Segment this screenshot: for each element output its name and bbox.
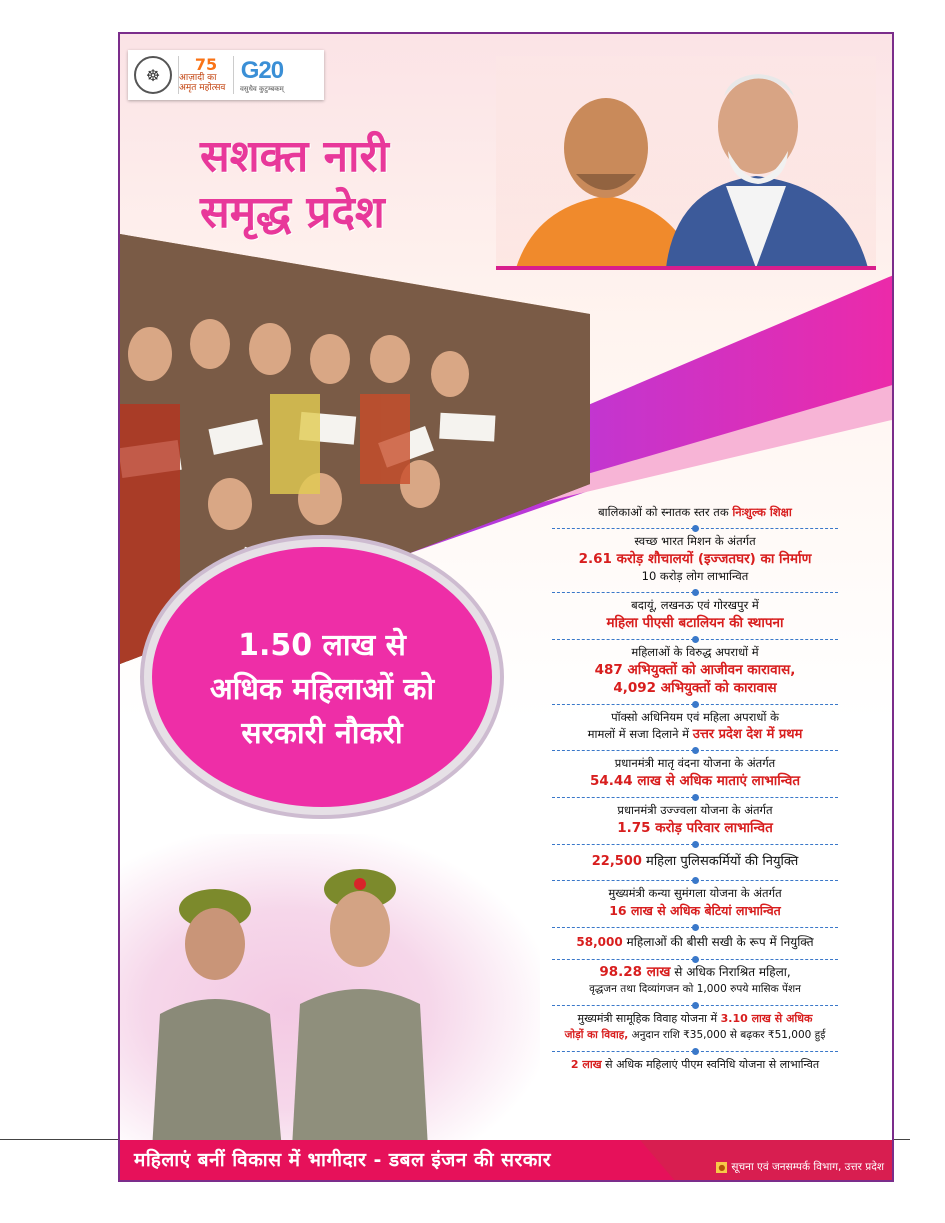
list-item — [552, 500, 838, 529]
item-text: मुख्यमंत्री सामूहिक विवाह योजना में — [577, 1012, 721, 1025]
policewomen-photo — [120, 834, 540, 1182]
item-text: से अधिक महिलाएं पीएम स्वनिधि योजना से लाभान्वित — [601, 1058, 820, 1071]
item-highlight: 54.44 लाख से अधिक माताएं लाभान्वित — [589, 773, 801, 789]
item-text: वृद्धजन तथा दिव्यांगजन को 1,000 रुपये मासिक पेंशन — [589, 983, 801, 995]
headline-line2: समृद्ध प्रदेश — [200, 187, 385, 238]
item-highlight: महिला पीएसी बटालियन की स्थापना — [606, 615, 784, 631]
azadi-logo — [178, 56, 234, 94]
item-highlight: 98.28 लाख — [599, 964, 671, 980]
item-highlight: 58,000 — [576, 935, 623, 949]
list-item — [552, 881, 838, 928]
item-highlight: 4,092 अभियुक्तों को कारावास — [613, 680, 777, 696]
circle-line3: सरकारी नौकरी — [241, 716, 403, 751]
item-highlight: उत्तर प्रदेश देश में प्रथम — [692, 727, 803, 742]
poster — [118, 32, 894, 1182]
up-emblem-icon: ☸ — [134, 56, 172, 94]
azadi-number: 75 — [194, 55, 218, 75]
item-text: महिलाओं की बीसी सखी के रूप में नियुक्ति — [622, 935, 814, 949]
logo-strip — [128, 50, 324, 100]
item-highlight: जोड़ों का विवाह, — [564, 1029, 629, 1041]
headline — [200, 129, 389, 241]
item-text: महिला पुलिसकर्मियों की नियुक्ति — [641, 854, 799, 869]
circle-line1: 1.50 लाख से — [238, 628, 406, 663]
item-text: प्रधानमंत्री उज्ज्वला योजना के अंतर्गत — [617, 803, 773, 817]
item-highlight: 2 लाख — [570, 1058, 602, 1071]
list-item — [552, 751, 838, 798]
footer-department — [716, 1160, 884, 1174]
g20-text: G20 — [240, 56, 284, 84]
item-text: से अधिक निराश्रित महिला, — [670, 965, 791, 979]
item-text: 10 करोड़ लोग लाभान्वित — [641, 569, 749, 583]
item-highlight: 3.10 लाख से अधिक — [720, 1012, 813, 1025]
list-item — [552, 1052, 838, 1080]
item-text: बालिकाओं को स्नातक स्तर तक — [598, 505, 733, 519]
item-text: महिलाओं के विरुद्ध अपराधों में — [631, 645, 759, 659]
item-text: बदायूं, लखनऊ एवं गोरखपुर में — [631, 598, 759, 612]
list-item — [552, 845, 838, 881]
list-item — [552, 593, 838, 640]
item-highlight: निःशुल्क शिक्षा — [732, 505, 792, 519]
list-item — [552, 529, 838, 593]
item-highlight: 16 लाख से अधिक बेटियां लाभान्वित — [609, 903, 781, 918]
department-name: सूचना एवं जनसम्पर्क विभाग, उत्तर प्रदेश — [731, 1161, 884, 1173]
item-text: मामलों में सजा दिलाने में — [587, 727, 693, 741]
item-text: प्रधानमंत्री मातृ वंदना योजना के अंतर्गत — [614, 756, 776, 770]
g20-logo — [240, 57, 284, 94]
list-item — [552, 798, 838, 845]
item-text: स्वच्छ भारत मिशन के अंतर्गत — [634, 534, 756, 548]
list-item — [552, 705, 838, 751]
circle-line2: अधिक महिलाओं को — [209, 672, 435, 707]
list-item — [552, 640, 838, 705]
item-text: मुख्यमंत्री कन्या सुमंगला योजना के अंतर्गत — [608, 886, 782, 900]
achievements-list — [552, 500, 838, 1080]
headline-line1: सशक्त नारी — [200, 131, 389, 182]
item-highlight: 487 अभियुक्तों को आजीवन कारावास, — [594, 662, 796, 678]
department-logo-icon: ● — [716, 1162, 727, 1173]
item-text: पॉक्सो अधिनियम एवं महिला अपराधों के — [611, 710, 779, 724]
azadi-text: आज़ादी का अमृत महोत्सव — [179, 72, 226, 93]
footer-slogan: महिलाएं बनीं विकास में भागीदार - डबल इंजन की सरकार — [134, 1149, 552, 1171]
highlight-circle-text — [144, 624, 500, 756]
list-item — [552, 928, 838, 960]
list-item — [552, 960, 838, 1006]
list-item — [552, 1006, 838, 1052]
item-highlight: 1.75 करोड़ परिवार लाभान्वित — [617, 820, 773, 836]
item-highlight: 22,500 — [591, 854, 642, 869]
leaders-photo — [496, 56, 876, 268]
item-text: अनुदान राशि ₹35,000 से बढ़कर ₹51,000 हुई — [628, 1029, 826, 1041]
item-highlight: 2.61 करोड़ शौचालयों (इज्जतघर) का निर्माण — [578, 551, 812, 567]
leaders-underline — [496, 266, 876, 270]
policewomen-illustration — [120, 834, 540, 1182]
g20-tagline: वसुधैव कुटुम्बकम् — [240, 84, 284, 93]
